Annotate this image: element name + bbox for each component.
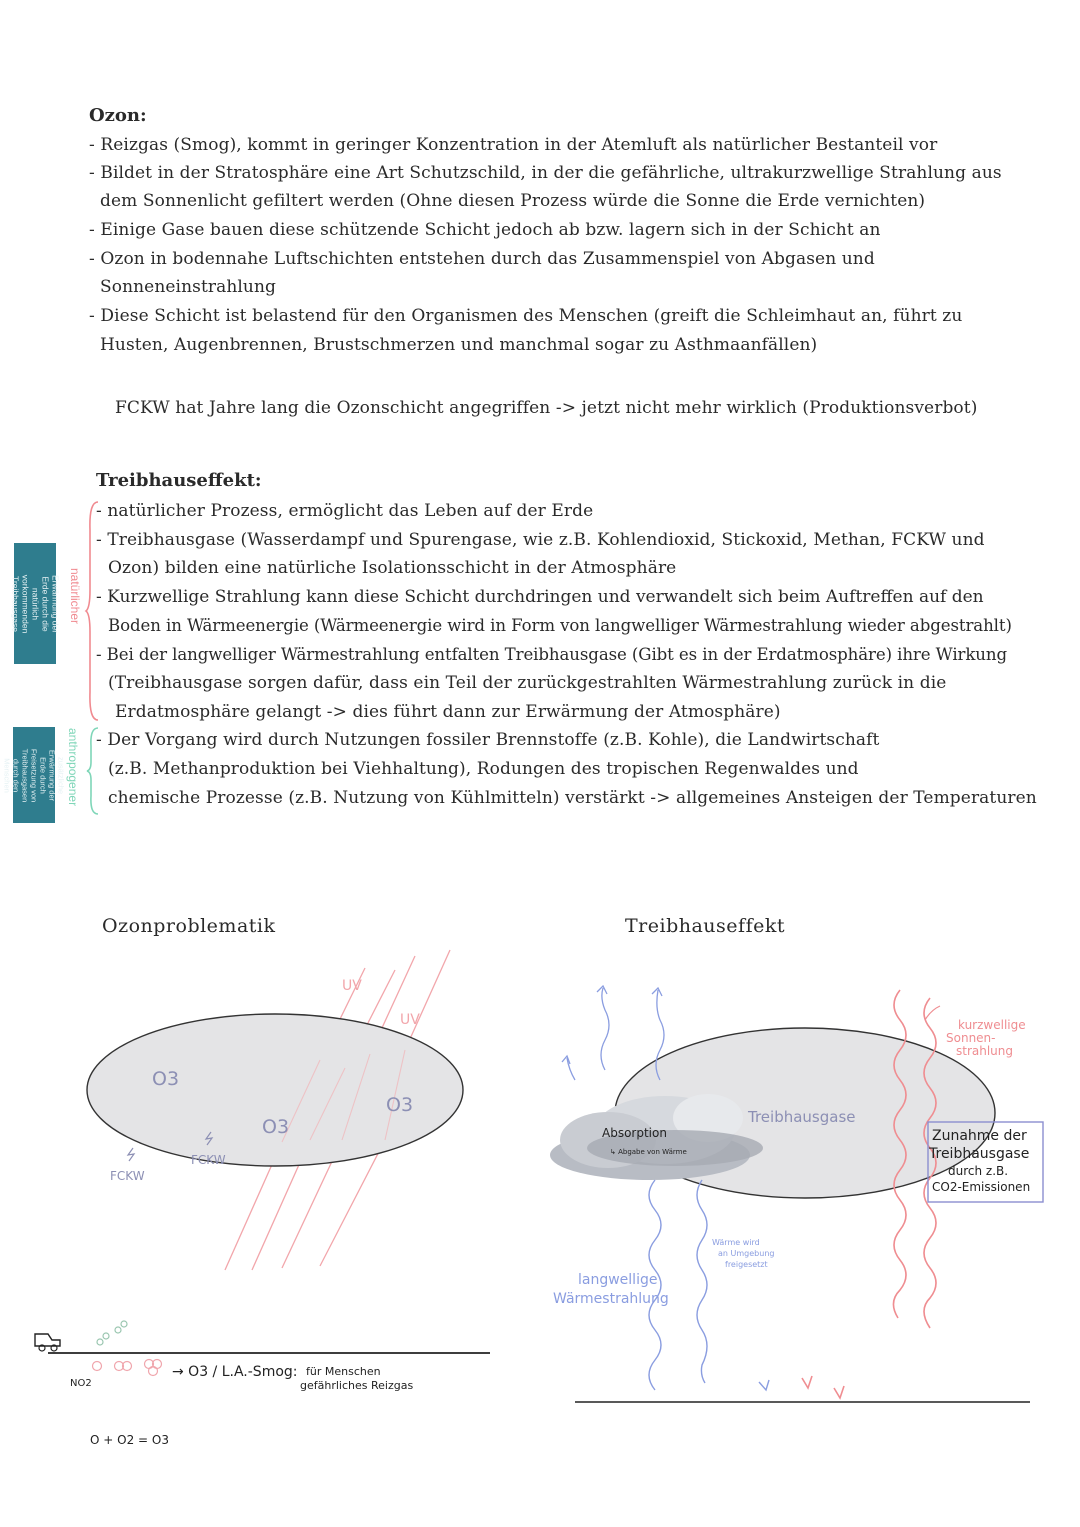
car-icon — [35, 1334, 60, 1346]
greenhouse-heading: Treibhauseffekt: — [96, 470, 262, 491]
no2-label: NO2 — [70, 1378, 92, 1389]
greenhouse-line-2: - Treibhausgase (Wasserdampf und Spurengase, wie z.B. Kohlendioxid, Stickoxid, Methan, FCKW und — [96, 530, 985, 550]
increase-label-2: Treibhausgase — [929, 1146, 1030, 1162]
ozone-diagram — [20, 950, 540, 1420]
danger-label-1: für Menschen — [306, 1365, 381, 1378]
anthropogenic-side-label: anthropogener — [66, 728, 80, 807]
fckw-bolt-icon-2 — [128, 1148, 134, 1161]
o3-label-1: O3 — [152, 1068, 180, 1090]
greenhouse-line-3: Ozon) bilden eine natürliche Isolationsschicht in der Atmosphäre — [108, 558, 677, 578]
longwave-label-1: langwellige — [578, 1272, 658, 1288]
ozone-line-8: Husten, Augenbrennen, Brustschmerzen und manchmal sogar zu Asthmaanfällen) — [100, 335, 818, 355]
gas-label: Treibhausgase — [748, 1108, 856, 1126]
ozone-line-4: - Einige Gase bauen diese schützende Schicht jedoch ab bzw. lagern sich in der Schicht an — [89, 220, 881, 240]
greenhouse-line-4: - Kurzwellige Strahlung kann diese Schicht durchdringen und verwandelt sich beim Auftreffen auf den — [96, 587, 984, 607]
ozone-line-3: dem Sonnenlicht gefiltert werden (Ohne diesen Prozess würde die Sonne die Erde vernichten) — [100, 191, 926, 211]
ozone-line-6: Sonneneinstrahlung — [100, 277, 277, 297]
longwave-radiation — [649, 1180, 769, 1390]
ozone-layer-ellipse — [87, 1014, 463, 1166]
anthropogenic-note-box: zusätzliche Erwärmung der Erde durch Freisetzung von Treibhausgasen durch den Menschen — [13, 727, 55, 823]
greenhouse-line-5: Boden in Wärmeenergie (Wärmeenergie wird in Form von langwelliger Wärmestrahlung wieder abgestrahlt) — [108, 616, 1012, 635]
ozone-line-5: - Ozon in bodennahe Luftschichten entstehen durch das Zusammenspiel von Abgasen und — [89, 249, 875, 269]
smog-label: → O3 / L.A.-Smog: — [172, 1364, 298, 1380]
shortwave-label-3: strahlung — [956, 1044, 1014, 1058]
increase-label-3: durch z.B. — [948, 1164, 1009, 1178]
heat-label-2: an Umgebung — [718, 1249, 775, 1258]
shortwave-label-1: kurzwellige — [958, 1018, 1026, 1032]
uv-label-2: UV — [400, 1012, 420, 1028]
natural-side-label: natürlicher — [68, 568, 82, 625]
molecule-icons — [93, 1321, 162, 1376]
ozone-heading: Ozon: — [89, 105, 147, 126]
increase-label-4: CO2-Emissionen — [932, 1180, 1031, 1194]
ozone-formula: O + O2 = O3 — [90, 1433, 169, 1447]
greenhouse-line-9: - Der Vorgang wird durch Nutzungen fossiler Brennstoffe (z.B. Kohle), die Landwirtschaft — [96, 730, 880, 750]
o3-label-2: O3 — [262, 1116, 290, 1138]
shortwave-label-2: Sonnen- — [946, 1031, 996, 1045]
ozone-line-2: - Bildet in der Stratosphäre eine Art Schutzschild, in der die gefährliche, ultrakurzwellige Strahlung aus — [89, 163, 1002, 183]
greenhouse-line-10: (z.B. Methanproduktion bei Viehhaltung), Rodungen des tropischen Regenwaldes und — [108, 759, 859, 779]
o3-label-3: O3 — [386, 1094, 414, 1116]
increase-label-1: Zunahme der — [932, 1128, 1027, 1144]
natural-note-box: Erwärmung der Erde durch die natürlich vorkommenden Treibhausgase — [14, 543, 56, 664]
fckw-label-1: FCKW — [191, 1153, 226, 1167]
absorption-sub-label: ↳ Abgabe von Wärme — [610, 1148, 687, 1156]
natural-brace — [86, 500, 100, 722]
anthropogenic-brace — [86, 726, 100, 816]
greenhouse-line-11: chemische Prozesse (z.B. Nutzung von Kühlmitteln) verstärkt -> allgemeines Ansteigen der Temperaturen — [108, 788, 1037, 808]
greenhouse-line-7: (Treibhausgase sorgen dafür, dass ein Teil der zurückgestrahlten Wärmestrahlung zurück in die — [108, 673, 947, 693]
longwave-label-2: Wärmestrahlung — [553, 1291, 669, 1307]
heat-label-1: Wärme wird — [712, 1238, 760, 1247]
ozone-diagram-title: Ozonproblematik — [102, 915, 276, 937]
uv-label-1: UV — [342, 978, 362, 994]
ozone-line-1: - Reizgas (Smog), kommt in geringer Konzentration in der Atemluft als natürlicher Bestanteil vor — [89, 135, 938, 155]
absorption-label: Absorption — [602, 1126, 667, 1140]
ozone-line-7: - Diese Schicht ist belastend für den Organismen des Menschen (greift die Schleimhaut an, führt zu — [89, 306, 963, 326]
heat-label-3: freigesetzt — [725, 1260, 768, 1269]
fckw-note: FCKW hat Jahre lang die Ozonschicht angegriffen -> jetzt nicht mehr wirklich (Produktionsverbot) — [115, 398, 978, 418]
greenhouse-line-8: Erdatmosphäre gelangt -> dies führt dann zur Erwärmung der Atmosphäre) — [115, 702, 781, 722]
greenhouse-line-1: - natürlicher Prozess, ermöglicht das Leben auf der Erde — [96, 501, 594, 521]
danger-label-2: gefährliches Reizgas — [300, 1379, 414, 1392]
greenhouse-line-6: - Bei der langwelliger Wärmestrahlung entfalten Treibhausgase (Gibt es in der Erdatmosphäre) ihre Wirkung — [96, 645, 1008, 664]
greenhouse-diagram-title: Treibhauseffekt — [625, 915, 785, 937]
fckw-label-2: FCKW — [110, 1169, 145, 1183]
